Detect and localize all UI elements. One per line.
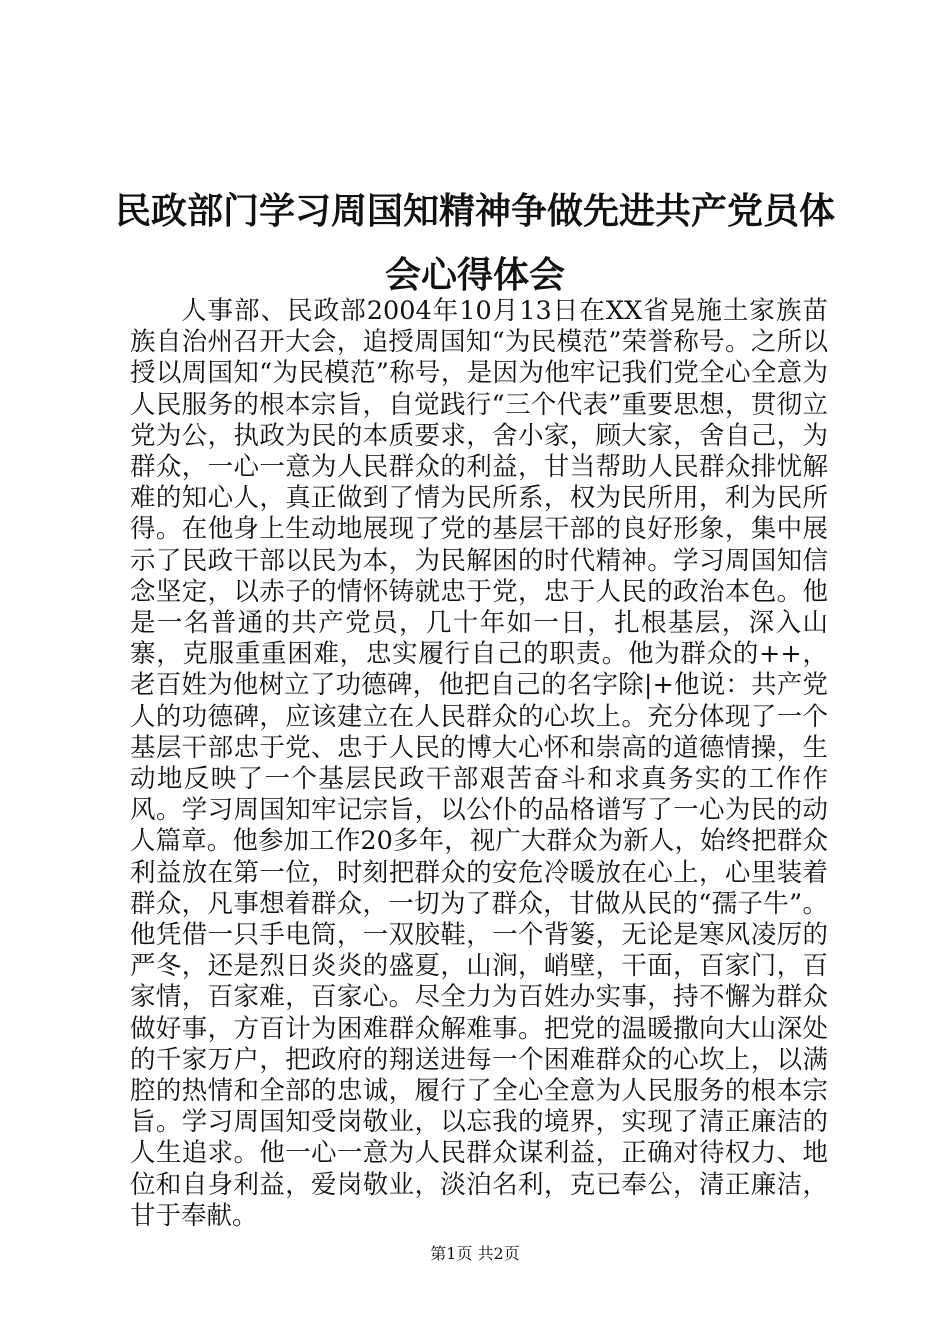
document-title: 民政部门学习周国知精神争做先进共产党员体会心得体会 — [114, 191, 835, 296]
page-footer-number: 第1页 共2页 — [430, 1244, 520, 1263]
document-body-paragraph: 人事部、民政部2004年10月13日在XX省晃施土家族苗族自治州召开大会，追授周国知“为民模范”荣誉称号。之所以授以周国知“为民模范”称号，是因为他牢记我们党全心全意为人民服务的根本宗旨，自觉践行“三个代表”重要思想，贯彻立党为公，执政为民的本质要求，舍小家，顾大家，舍自己，为群众，一心一意为人民群众的利益，甘当帮助人民群众排忧解难的知心人，真正做到了情为民所系，权为民所用，利为民所得。在他身上生动地展现了党的基层干部的良好形象，集中展示了民政干部以民为本，为民解困的时代精神。学习周国知信念坚定，以赤子的情怀铸就忠于党，忠于人民的政治本色。他是一名普通的共产党员，几十年如一日，扎根基层，深入山寨，克服重重困难，忠实履行自己的职责。他为群众的++，老百姓为他树立了功德碑，他把自己的名字除|+他说：共产党人的功德碑，应该建立在人民群众的心坎上。充分体现了一个基层干部忠于党、忠于人民的博大心怀和崇高的道德情操，生动地反映了一个基层民政干部艰苦奋斗和求真务实的工作作风。学习周国知牢记宗旨，以公仆的品格谱写了一心为民的动人篇章。他参加工作20多年，视广大群众为新人，始终把群众利益放在第一位，时刻把群众的安危冷暖放在心上，心里装着群众，凡事想着群众，一切为了群众，甘做从民的“孺子牛”。他凭借一只手电筒，一双胶鞋，一个背篓，无论是寒风凌厉的严冬，还是烈日炎炎的盛夏，山涧，峭壁，干面，百家门，百家情，百家难，百家心。尽全力为百姓办实事，持不懈为群众做好事，方百计为困难群众解难事。把党的温暖撒向大山深处的千家万户，把政府的翔送进每一个困难群众的心坎上，以满腔的热情和全部的忠诚，履行了全心全意为人民服务的根本宗旨。学习周国知受岗敬业，以忘我的境界，实现了清正廉洁的人生追求。他一心一意为人民群众谋利益，正确对待权力、地位和自身利益，爱岗敬业，淡泊名利，克已奉公，清正廉洁，甘于奉献。 — [130, 296, 828, 1231]
